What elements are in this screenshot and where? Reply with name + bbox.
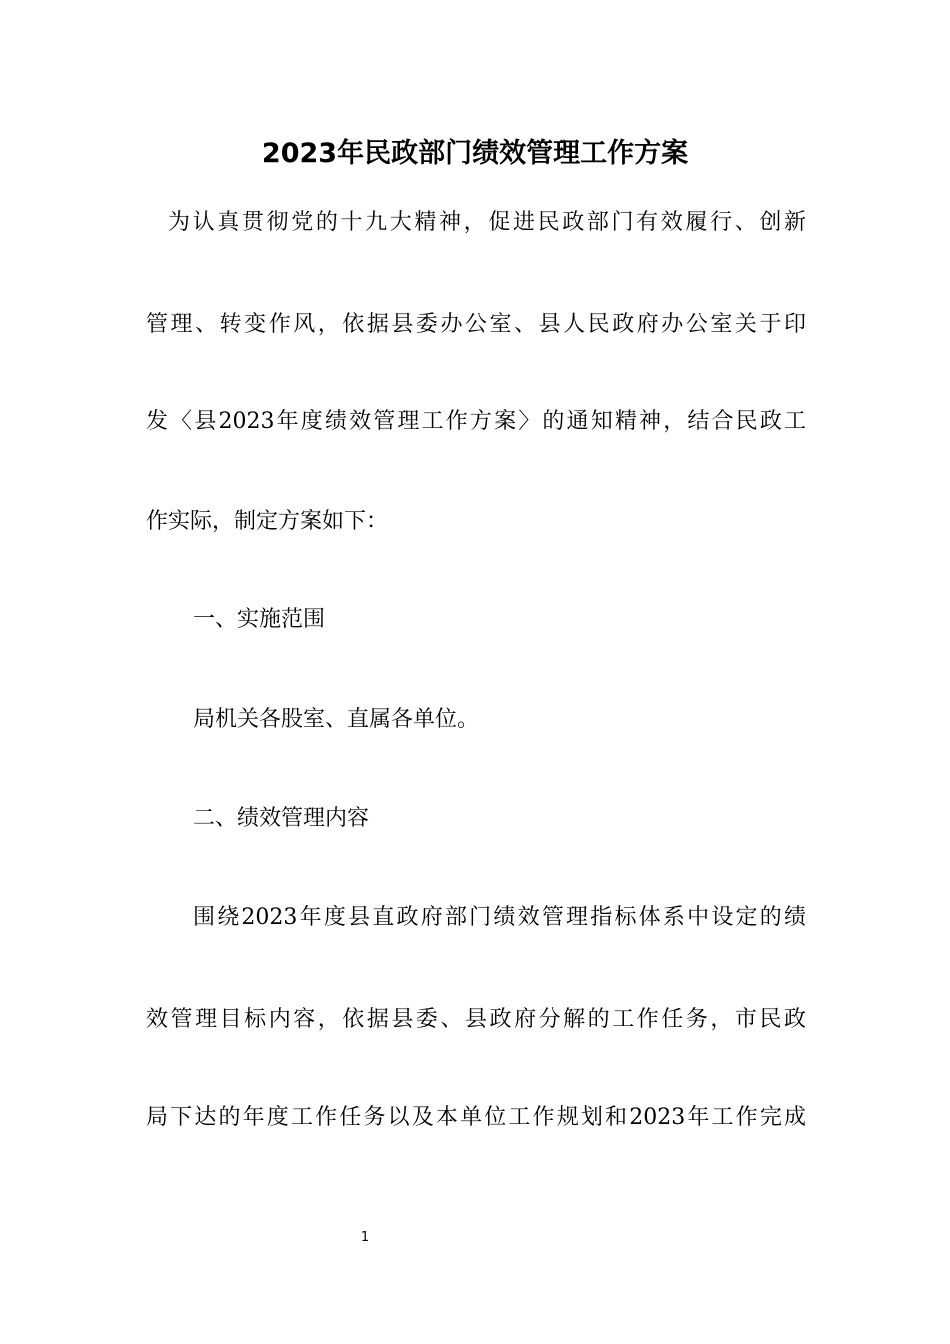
paragraph-line-4: 作实际，制定方案如下： bbox=[146, 509, 389, 534]
section-heading-scope: 一、实施范围 bbox=[193, 607, 326, 632]
paragraph-line-2: 管理、转变作风，依据县委办公室、县人民政府办公室关于印 bbox=[146, 312, 806, 337]
paragraph-line-1: 为认真贯彻党的十九大精神，促进民政部门有效履行、创新 bbox=[168, 210, 806, 235]
paragraph-line-10: 局下达的年度工作任务以及本单位工作规划和2023年工作完成 bbox=[146, 1105, 806, 1130]
paragraph-line-3: 发〈县2023年度绩效管理工作方案〉的通知精神，结合民政工 bbox=[146, 409, 806, 434]
page-number: 1 bbox=[360, 1230, 370, 1245]
document-title: 2023年民政部门绩效管理工作方案 bbox=[261, 138, 689, 169]
paragraph-line-9: 效管理目标内容，依据县委、县政府分解的工作任务，市民政 bbox=[146, 1007, 806, 1032]
section-heading-content: 二、绩效管理内容 bbox=[193, 806, 370, 831]
paragraph-line-8: 围绕2023年度县直政府部门绩效管理指标体系中设定的绩 bbox=[193, 905, 806, 930]
scope-text: 局机关各股室、直属各单位。 bbox=[193, 707, 480, 732]
